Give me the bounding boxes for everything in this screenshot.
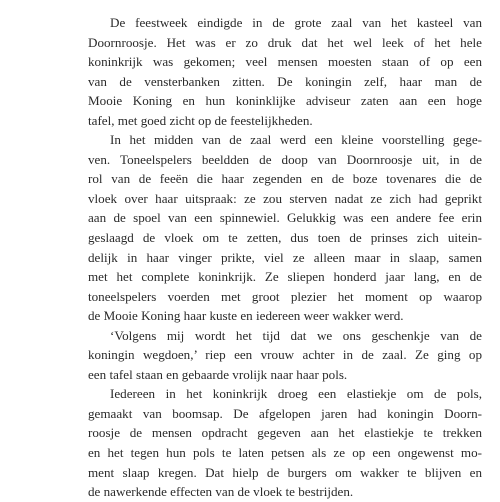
text-line: ‘Volgens mij wordt het tijd dat we ons geschenkje van de xyxy=(110,327,482,343)
text-line: Doornroosje. Het was er zo druk dat het wel leek of het hele xyxy=(88,34,482,50)
paragraph-1 xyxy=(88,13,482,130)
text-line: ven. Toneelspelers beeldden de doop van Doornroosje uit, in de xyxy=(88,151,482,167)
text-line: koningin wegdoen,’ riep een vrouw achter in de zaal. Ze ging op xyxy=(88,347,482,363)
text-line: vloek over haar uitspraak: ze zou sterven nadat ze zich had geprikt xyxy=(88,190,482,206)
text-line: de Mooie Koning haar kuste en iedereen weer wakker werd. xyxy=(88,308,404,324)
text-line: geslaagd de vloek om te zetten, dus toen de prinses zich uitein- xyxy=(88,230,482,246)
text-line: Mooie Koning en hun koninklijke adviseur zaten aan een hoge xyxy=(88,93,482,109)
text-line: Iedereen in het koninkrijk droeg een elastiekje om de pols, xyxy=(110,386,482,402)
text-line: delijk in haar vinger prikte, viel ze alleen maar in slaap, samen xyxy=(88,249,482,265)
text-line: de nawerkende effecten van de vloek te bestrijden. xyxy=(88,484,354,500)
text-line: ment slaap kregen. Dat hielp de burgers om wakker te blijven en xyxy=(88,464,482,480)
text-line: De feestweek eindigde in de grote zaal van het kasteel van xyxy=(110,15,482,30)
paragraph-2 xyxy=(88,130,482,325)
text-line: tafel, met goed zicht op de feestelijkheden. xyxy=(88,112,313,128)
body-text xyxy=(88,13,482,502)
paragraph-3 xyxy=(88,326,482,385)
text-line: In het midden van de zaal werd een kleine voorstelling gege- xyxy=(110,132,482,148)
paragraph-4 xyxy=(88,384,482,501)
text-line: koninkrijk was gekomen; veel mensen moesten staan of op een xyxy=(88,54,482,70)
text-line: een tafel staan en gebaarde vrolijk naar haar pols. xyxy=(88,366,348,382)
text-line: roosje de mensen opdracht gegeven aan het elastiekje te trekken xyxy=(88,425,482,441)
text-line: en het tegen hun pols te laten petsen als ze op een ongewenst mo- xyxy=(88,445,482,461)
text-line: van de vensterbanken zitten. De koningin zelf, haar man de xyxy=(88,73,482,89)
text-line: rol van de feeën die haar zegenden en de boze tovenares die de xyxy=(88,171,482,187)
text-line: gemaakt van boomsap. De afgelopen jaren had koningin Doorn- xyxy=(88,405,482,421)
text-line: aan de spoel van een spinnewiel. Gelukkig was een andere fee erin xyxy=(88,210,482,226)
text-line: met het complete koninkrijk. Ze sliepen honderd jaar lang, en de xyxy=(88,269,482,285)
text-line: toneelspelers voerden met groot plezier het moment op waarop xyxy=(88,288,482,304)
